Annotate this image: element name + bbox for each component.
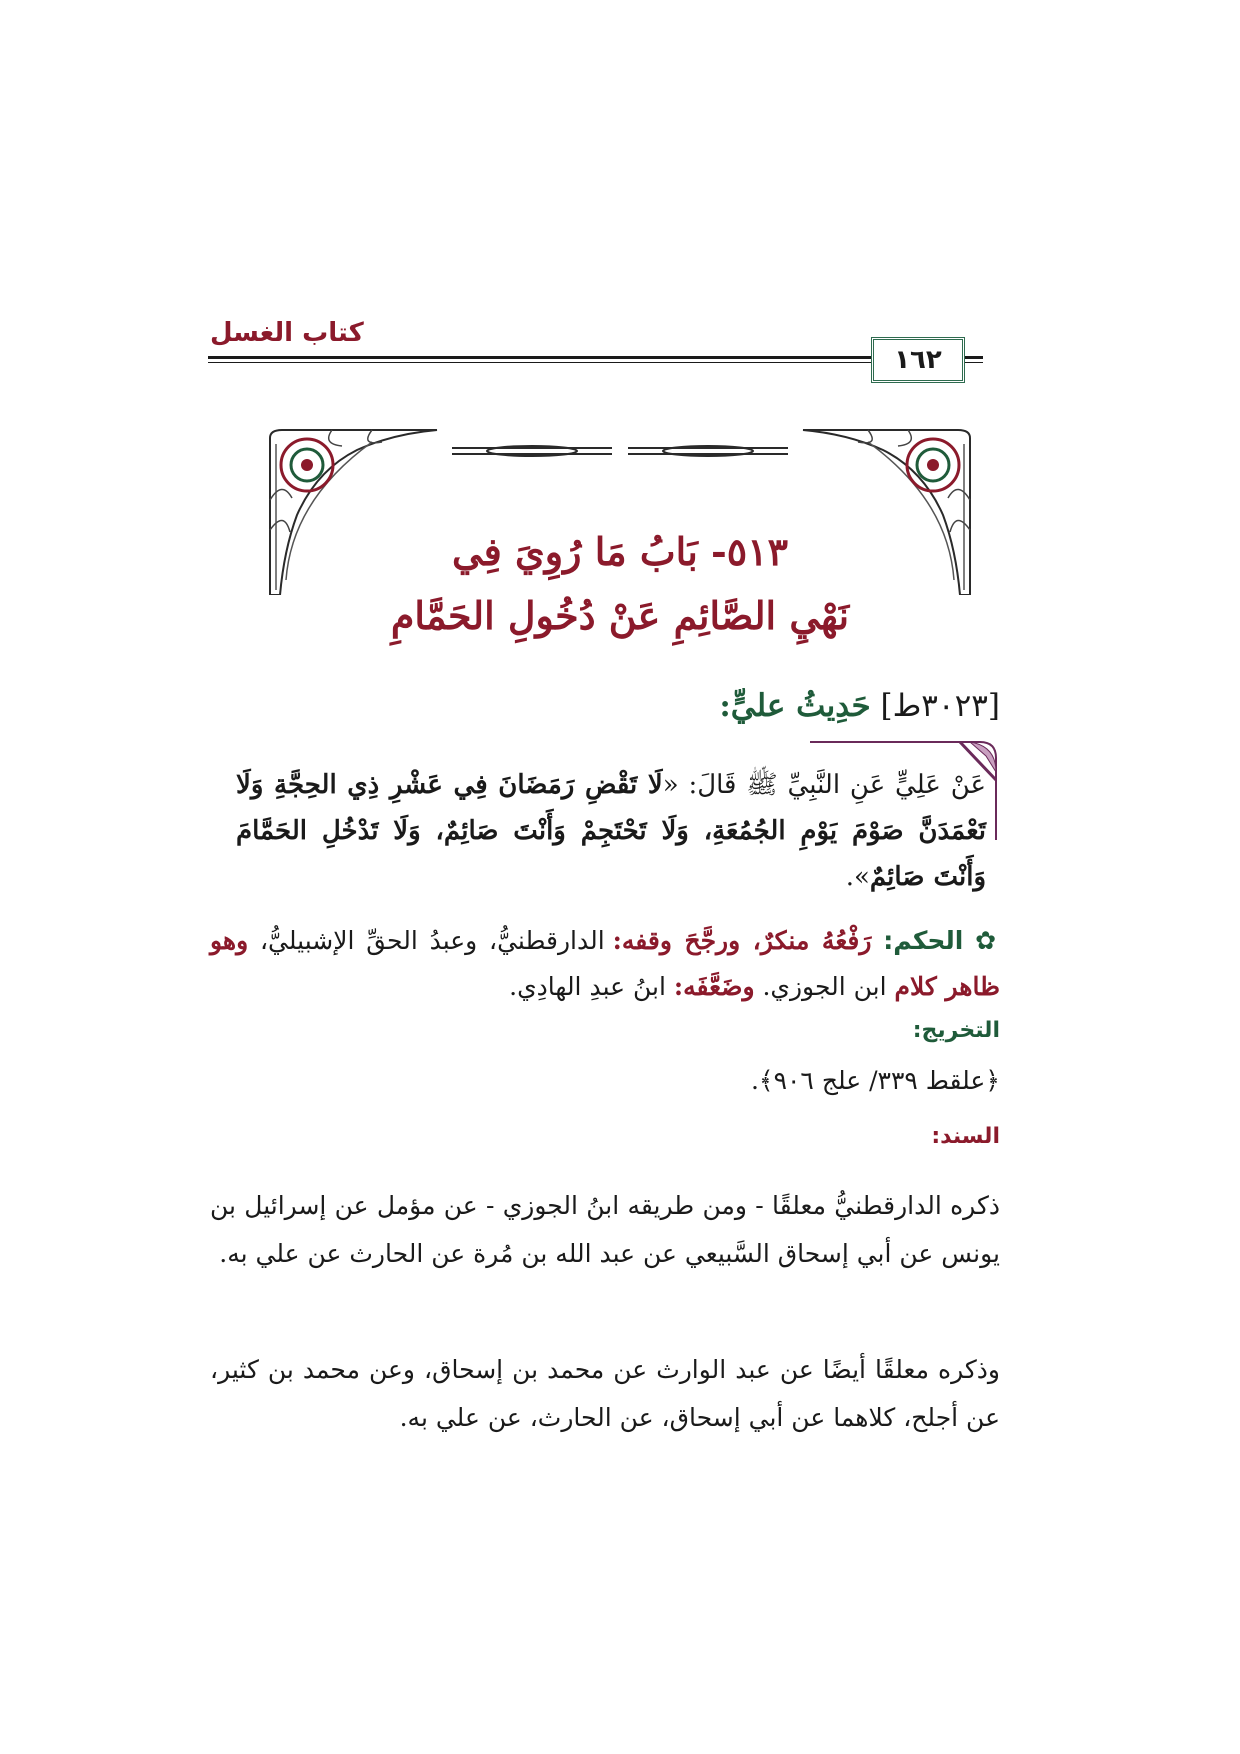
- header-rule-thin: [208, 362, 983, 363]
- sanad-label: السند:: [931, 1124, 1000, 1149]
- ruling-weakened: وضَعَّفَه:: [673, 972, 755, 1001]
- hadith-matn: لَا تَقْضِ رَمَضَانَ فِي عَشْرِ ذِي الحِجَّةِ وَلَا تَعْمَدَنَّ صَوْمَ يَوْمِ الجُمُعَةِ، وَلَا تَحْتَجِمْ وَأَنْتَ صَائِمٌ، وَلَا تَدْخُلِ الحَمَّامَ وَأَنْتَ صَائِمٌ: [236, 770, 986, 892]
- flower-icon: ✿: [975, 926, 1000, 955]
- hadith-title: حَدِيثُ عليٍّ:: [719, 688, 871, 724]
- ruling-paragraph: [210, 918, 1000, 1010]
- ruling-verdict: رَفْعُهُ منكرٌ، ورجَّحَ وقفه:: [612, 926, 872, 955]
- chapter-title-line-2: نَهْيِ الصَّائِمِ عَنْ دُخُولِ الحَمَّامِ: [390, 593, 850, 638]
- takhrij-label: التخريج:: [912, 1018, 1000, 1043]
- hadith-end: ».: [845, 862, 870, 892]
- ruling-apparent: وهو ظاهر كلام: [210, 926, 1000, 1001]
- hadith-heading: [210, 688, 1000, 724]
- ruling-label: الحكم:: [883, 926, 964, 955]
- hadith-number: [٣٠٢٣ط]: [880, 688, 1000, 724]
- sanad-paragraph-1: ذكره الدارقطنيُّ معلقًا - ومن طريقه ابنُ الجوزي - عن مؤمل عن إسرائيل بن يونس عن أبي إسحاق السَّبيعي عن عبد الله بن مُرة عن الحارث عن علي به.: [210, 1191, 1000, 1268]
- ruling-scholars: الدارقطنيُّ، وعبدُ الحقِّ الإشبيليُّ،: [248, 926, 613, 955]
- page-number: ١٦٢: [894, 345, 942, 375]
- header-rule: [208, 356, 983, 359]
- ruling-ibn-jawzi: ابن الجوزي.: [754, 972, 895, 1001]
- top-ornament-bars: [452, 446, 788, 456]
- chapter-title-line-1: ٥١٣- بَابُ مَا رُوِيَ فِي: [451, 529, 789, 574]
- book-title: كتاب الغسل: [210, 318, 364, 348]
- takhrij-text: ﴿علقط ٣٣٩/ علج ٩٠٦﴾.: [750, 1066, 1000, 1095]
- page-number-badge: [871, 337, 965, 383]
- hadith-intro: عَنْ عَلِيٍّ عَنِ النَّبِيِّ ﷺ قَالَ: «: [662, 770, 987, 800]
- sanad-paragraph-2: وذكره معلقًا أيضًا عن عبد الوارث عن محمد بن إسحاق، وعن محمد بن كثير، عن أجلح، كلاهما عن أبي إسحاق، عن الحارث، عن علي به.: [210, 1355, 1000, 1432]
- hadith-text: [236, 762, 986, 900]
- chapter-title: [262, 520, 978, 648]
- ruling-ibn-abdulhadi: ابنُ عبدِ الهادِي.: [509, 972, 674, 1001]
